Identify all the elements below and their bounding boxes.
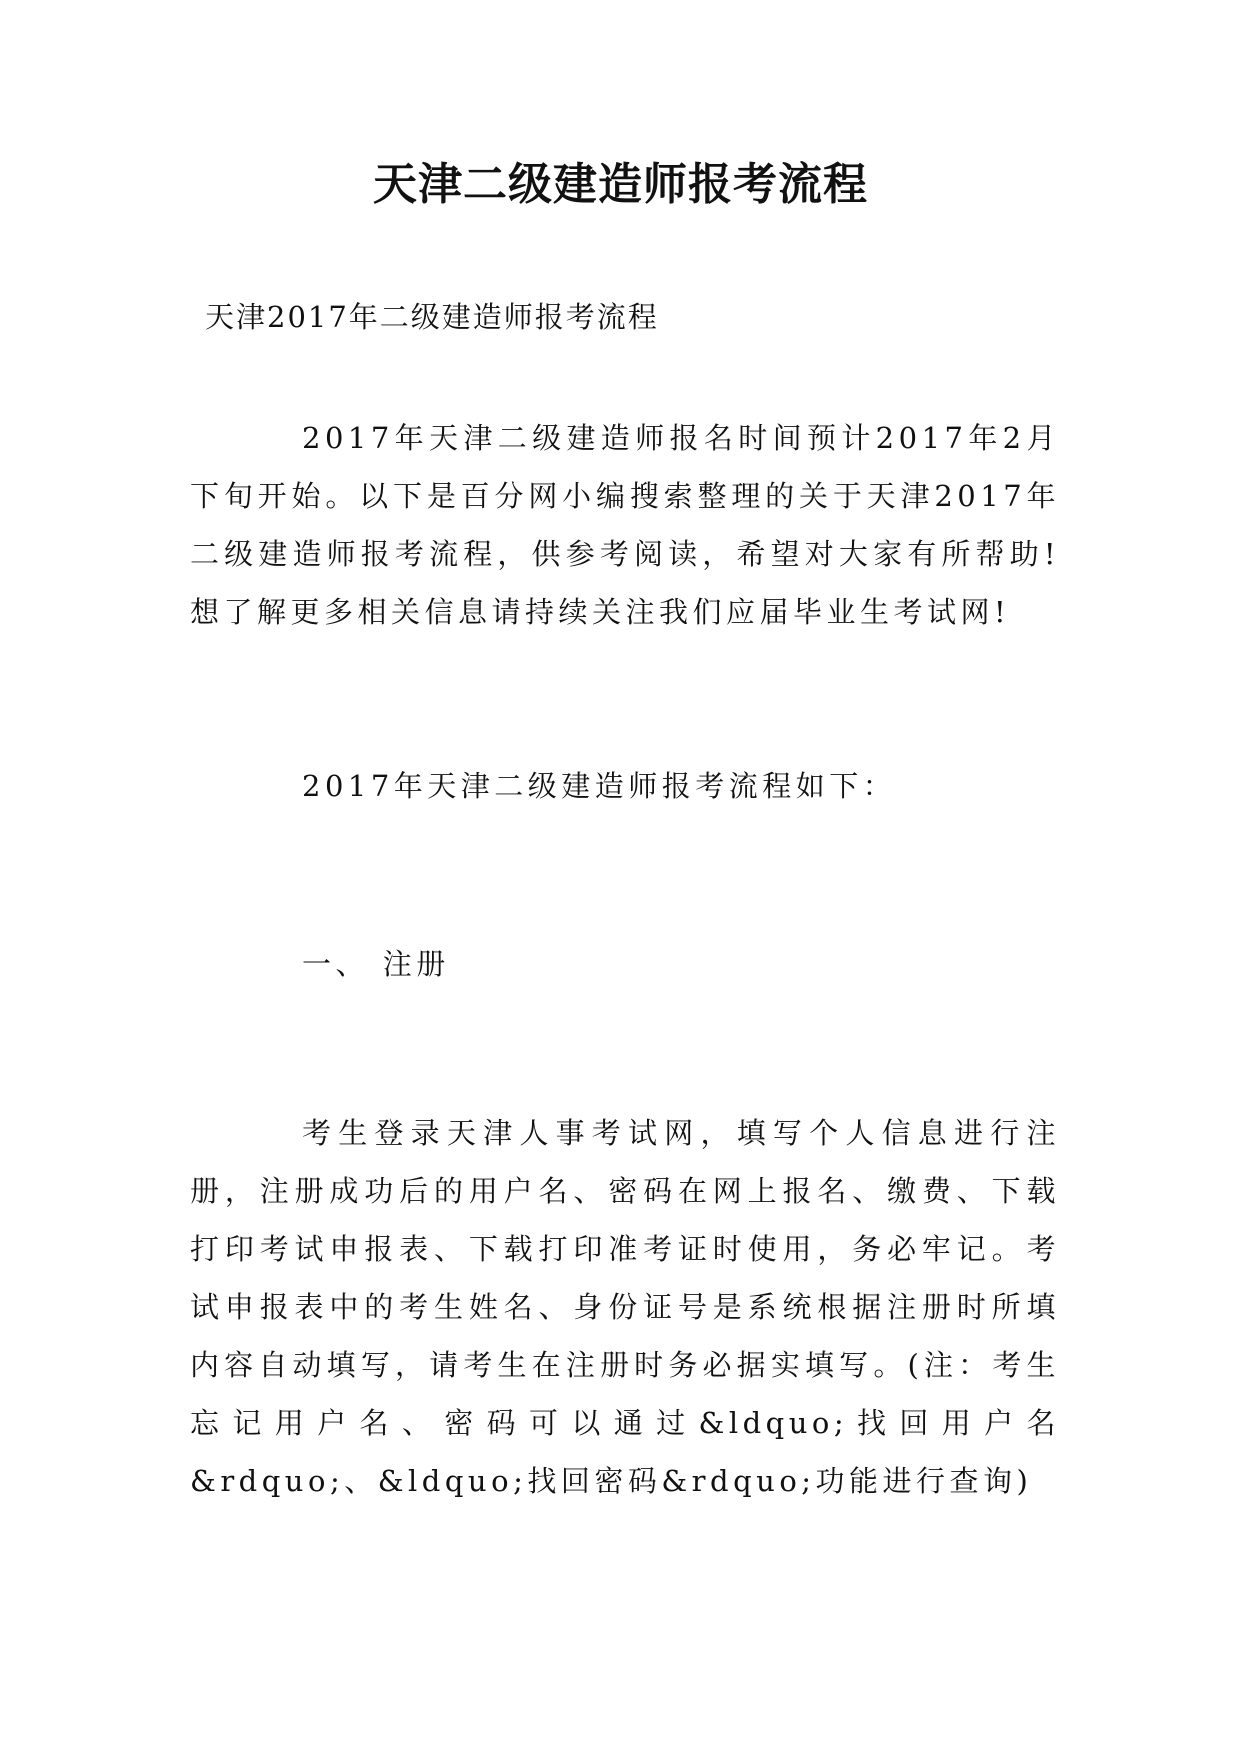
intro-paragraph: 2017年天津二级建造师报名时间预计2017年2月下旬开始。以下是百分网小编搜索整理的关于天津2017年二级建造师报考流程，供参考阅读，希望对大家有所帮助!想了解更多相关信息请持续关注我们应届毕业生考试网! [190, 421, 1060, 629]
section-1-heading: 一、 注册 [302, 947, 450, 981]
document-subtitle: 天津2017年二级建造师报考流程 [205, 300, 659, 334]
document-title: 天津二级建造师报考流程 [373, 159, 868, 210]
section-1-body: 考生登录天津人事考试网，填写个人信息进行注册，注册成功后的用户名、密码在网上报名、缴费、下载打印考试申报表、下载打印准考证时使用，务必牢记。考试申报表中的考生姓名、身份证号是系统根据注册时所填内容自动填写，请考生在注册时务必据实填写。(注：考生忘记用户名、密码可以通过&ldquo;找回用户名&rdquo;、&ldquo;找回密码&rdquo;功能进行查询) [190, 1116, 1060, 1498]
lead-paragraph: 2017年天津二级建造师报考流程如下： [302, 769, 897, 803]
